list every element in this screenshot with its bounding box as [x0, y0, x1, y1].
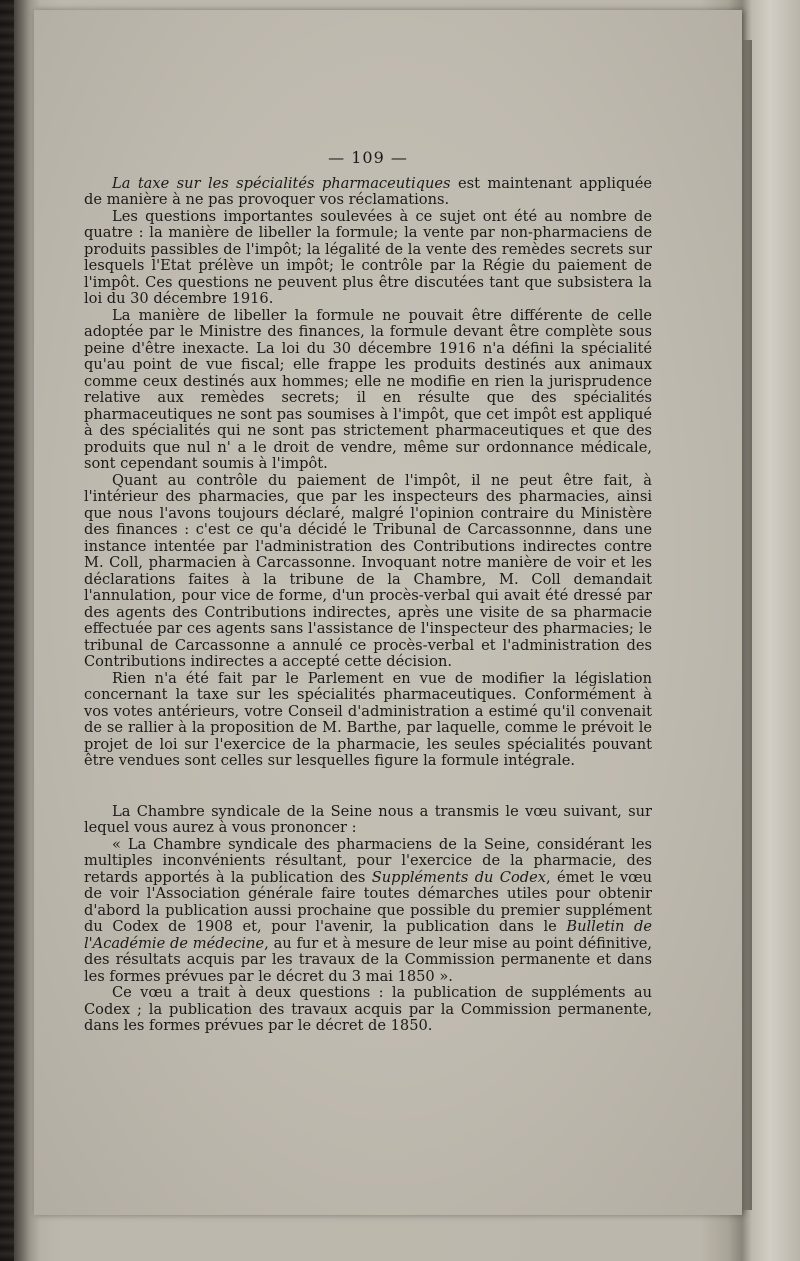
book-binding-edge [0, 0, 14, 1261]
quote-part-c: , au fur et à mesure de leur mise au point définitive, des résultats acquis par les travaux de la Commission permanente et dans les formes prévues par le décret du 3 mai 1850 ». [84, 934, 652, 985]
quoted-resolution [84, 837, 652, 986]
quote-italic-supplements: Suppléments du Codex [371, 868, 546, 886]
paragraph-3: La manière de libeller la formule ne pouvait être différente de celle adoptée par le Ministre des finances, la formule devant être complète sous peine d'être inexacte. La loi du 30 décembre 1916 n'a défini la spécialité qu'au point de vue fiscal; elle frappe les produits destinés aux animaux comme ceux destinés aux hommes; elle ne modifie en rien la jurisprudence relative aux remèdes secrets; il en résulte que des spécialités pharmaceutiques ne sont pas soumises à l'impôt, que cet impôt est appliqué à des spécialités qui ne sont pas strictement pharmaceutiques et que des produits que nul n' a le droit de vendre, même sur ordonnance médicale, sont cependant soumis à l'impôt. [84, 306, 652, 472]
page-stack-edge [742, 40, 752, 1210]
section-gap [84, 770, 652, 804]
quote-part-a: « La Chambre syndicale des pharmaciens de la Seine, considérant les multiples inconvénients résultant, pour l'exercice de la pharmacie, des retards apportés à la publication des [84, 835, 652, 886]
paragraph-1 [84, 176, 652, 209]
paragraph-5: Rien n'a été fait par le Parlement en vue de modifier la législation concernant la taxe sur les spécialités pharmaceutiques. Conformément à vos votes antérieurs, votre Conseil d'administration a estimé qu'il convenait de se rallier à la proposition de M. Barthe, par laquelle, comme le prévoit le projet de loi sur l'exercice de la pharmacie, les seules spécialités pouvant être vendues sont celles sur lesquelles figure la formule intégrale. [84, 669, 652, 769]
paragraph-4: Quant au contrôle du paiement de l'impôt, il ne peut être fait, à l'intérieur des pharmacies, que par les inspecteurs des pharmacies, ainsi que nous l'avons toujours déclaré, malgré l'opinion contraire du Ministère des finances : c'est ce qu'a décidé le Tribunal de Carcassonnne, dans une instance intentée par l'administration des Contributions indirectes contre M. Coll, pharmacien à Carcassonne. Invoquant notre manière de voir et les déclarations faites à la tribune de la Chambre, M. Coll demandait l'annulation, pour vice de forme, d'un procès-verbal qui avait été dressé par des agents des Contributions indirectes, après une visite de sa pharmacie effectuée par ces agents sans l'assistance de l'inspecteur des pharmacies; le tribunal de Carcassonne a annulé ce procès-verbal et l'administration des Contributions indirectes a accepté cette décision. [84, 471, 652, 670]
paragraph-2: Les questions importantes soulevées à ce sujet ont été au nombre de quatre : la manière de libeller la formule; la vente par non-pharmaciens de produits passibles de l'impôt; la légalité de la vente des remèdes secrets sur lesquels l'Etat prélève un impôt; le contrôle par la Régie du paiement de l'impôt. Ces questions ne peuvent plus être discutées tant que subsistera la loi du 30 décembre 1916. [84, 207, 652, 307]
paragraph-8: Ce vœu a trait à deux questions : la publication de suppléments au Codex ; la publication des travaux acquis par la Commission permanente, dans les formes prévues par le décret de 1850. [84, 984, 652, 1034]
quote-italic-bulletin: Bulletin de l'Académie de médecine [84, 918, 652, 952]
paragraph-6: La Chambre syndicale de la Seine nous a transmis le vœu suivant, sur lequel vous aurez à vous prononcer : [84, 802, 652, 836]
paragraph-1-rest: est maintenant appliquée de manière à ne pas provoquer vos réclamations. [84, 174, 652, 208]
page-text [84, 150, 652, 1035]
page-number: — 109 — [328, 148, 408, 167]
quote-part-b: , émet le vœu de voir l'Association générale faire toutes démarches utiles pour obtenir d'abord la publication aussi prochaine que possible du premier supplément du Codex de 1908 et, pour l'avenir, la publication dans le [84, 868, 652, 935]
paragraph-1-lead: La taxe sur les spécialités pharmaceutiques [112, 174, 451, 192]
